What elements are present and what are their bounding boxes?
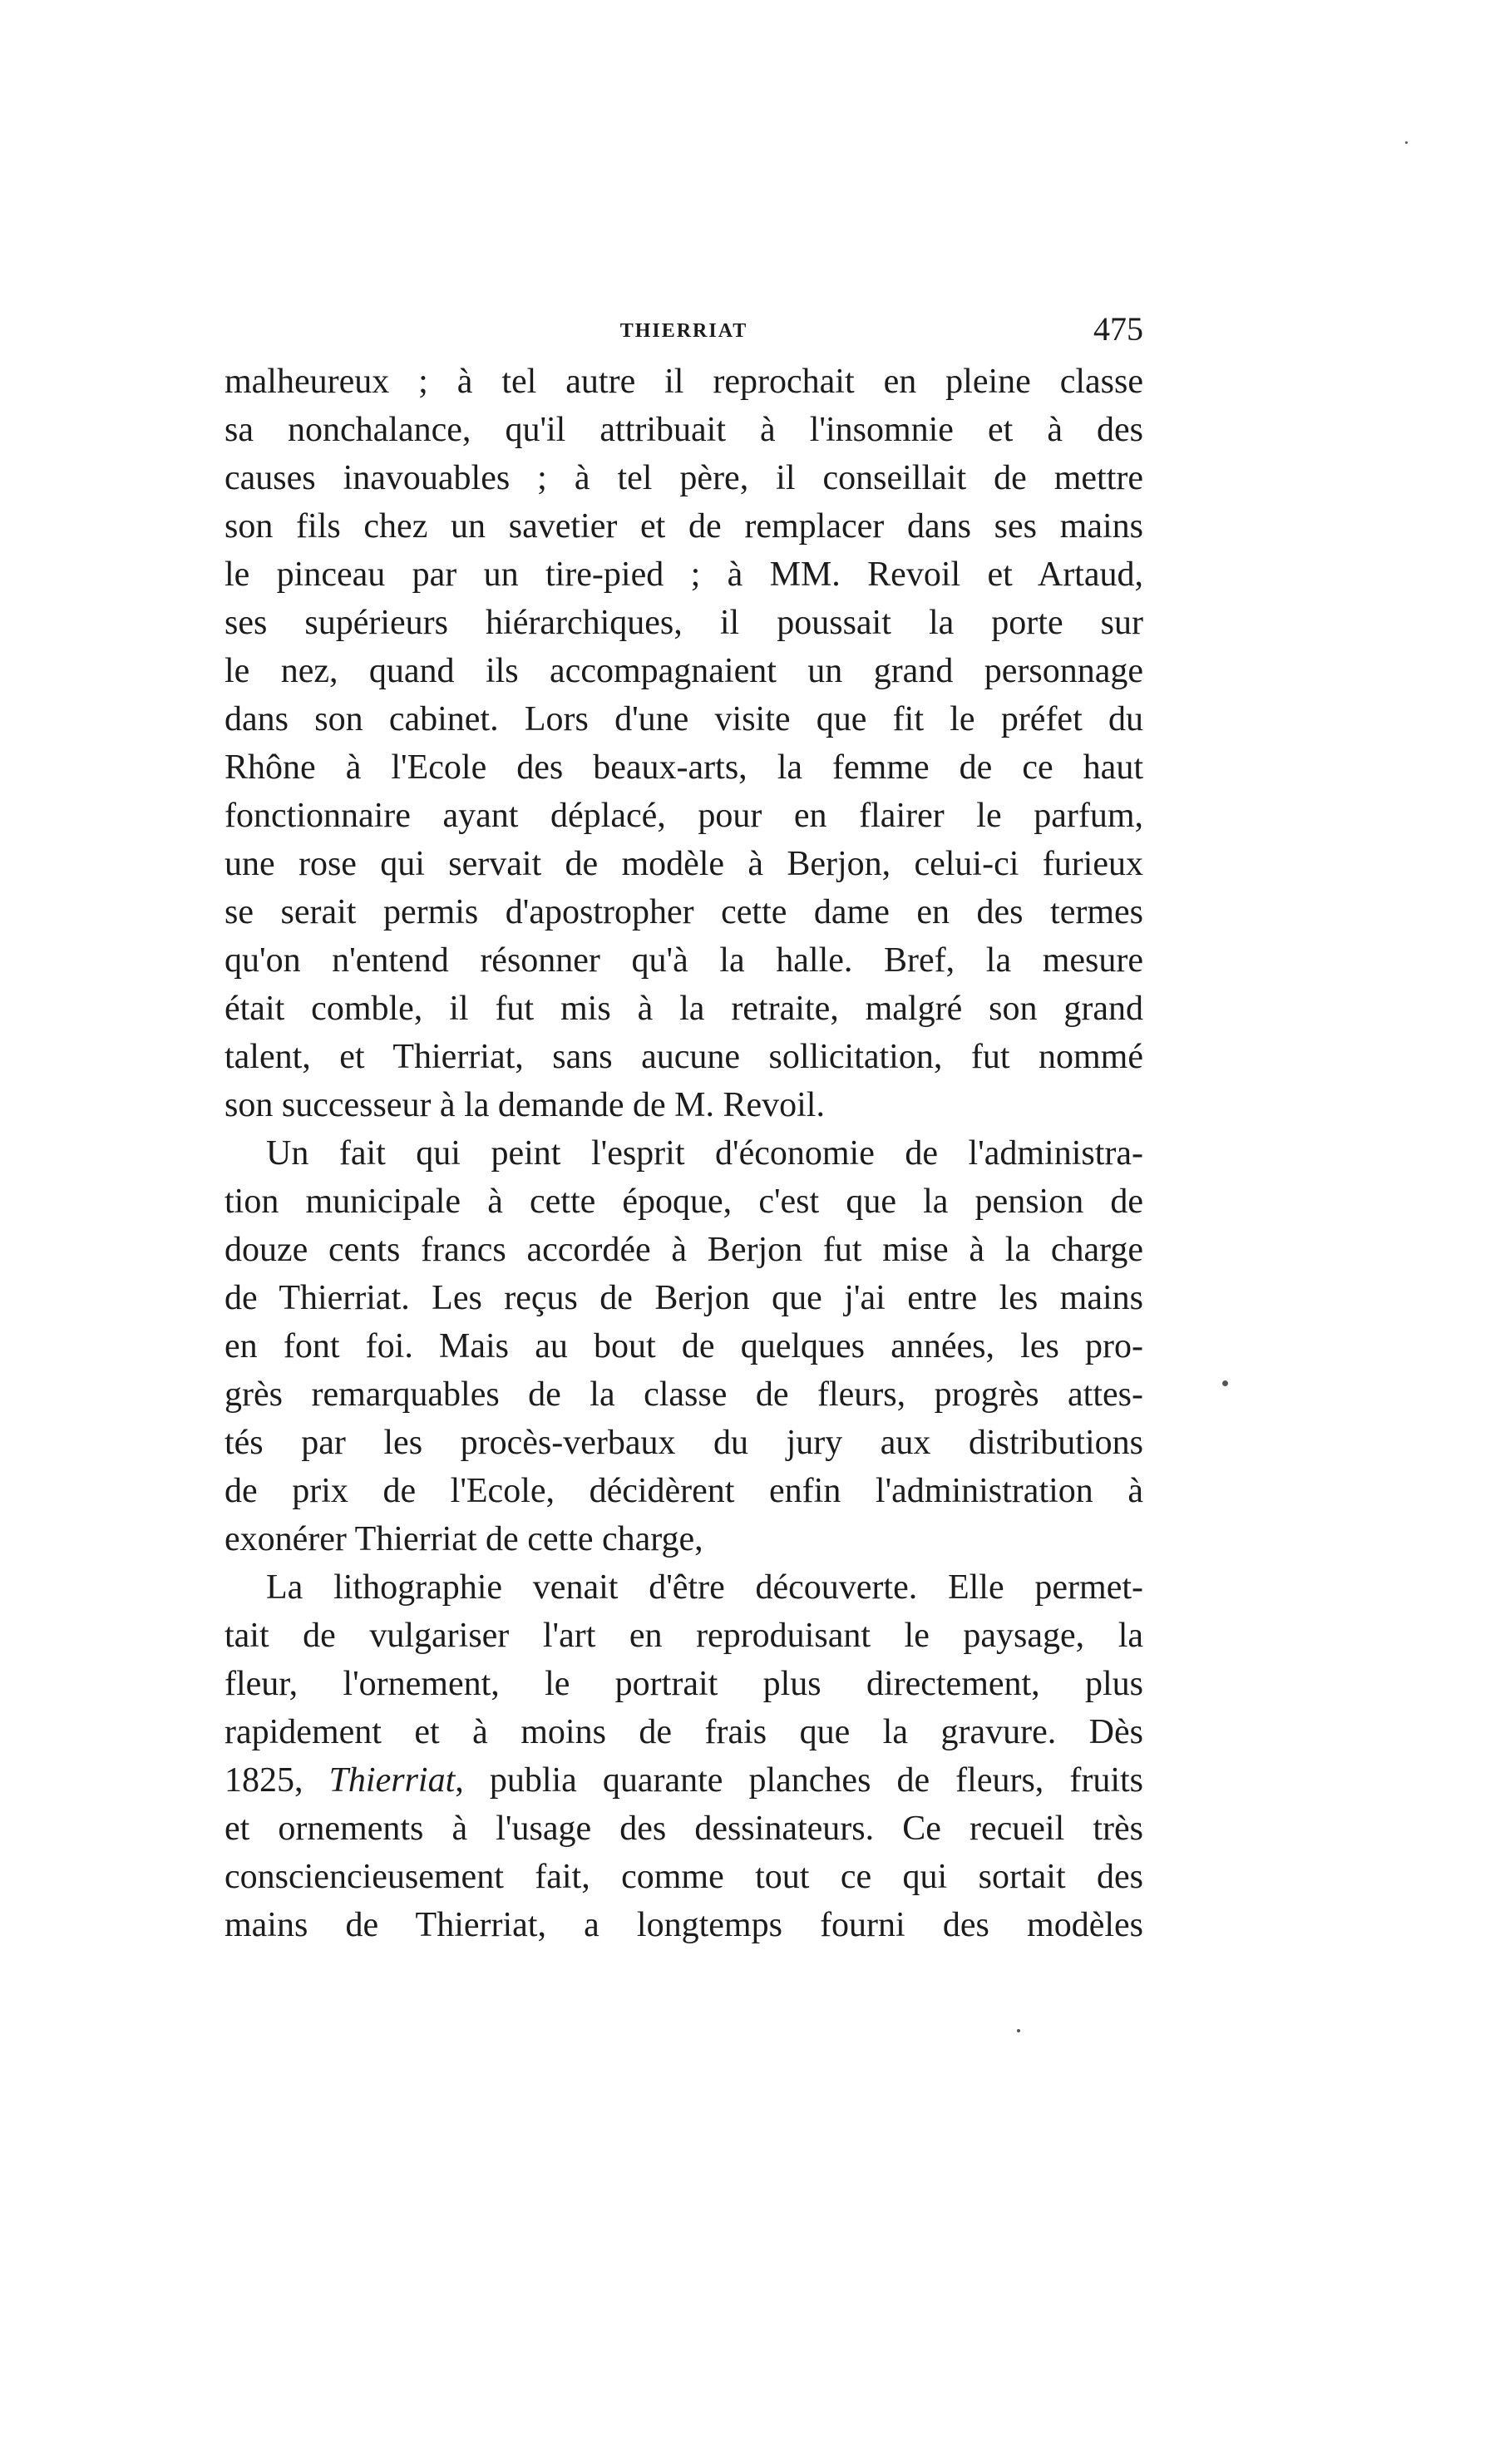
text-line: sa nonchalance, qu'il attribuait à l'insomnie et à des <box>224 411 1143 449</box>
text-line: tait de vulgariser l'art en reproduisant le paysage, la <box>224 1617 1143 1655</box>
text-line <box>224 1756 1143 1805</box>
text-line: et ornements à l'usage des dessinateurs. Ce recueil très <box>224 1810 1143 1848</box>
text-line: le pinceau par un tire-pied ; à MM. Revoil et Artaud, <box>224 556 1143 594</box>
text-line: La lithographie venait d'être découverte. Elle permet- <box>266 1568 1143 1607</box>
text-line: Rhône à l'Ecole des beaux-arts, la femme de ce haut <box>224 748 1143 787</box>
text-line: talent, et Thierriat, sans aucune sollicitation, fut nommé <box>224 1038 1143 1076</box>
text-line: en font foi. Mais au bout de quelques années, les pro- <box>224 1327 1143 1365</box>
text-line: se serait permis d'apostropher cette dame en des termes <box>224 893 1143 931</box>
scan-speck <box>1017 2029 1020 2032</box>
text-line: mains de Thierriat, a longtemps fourni des modèles <box>224 1906 1143 1944</box>
text-line: son fils chez un savetier et de remplacer dans ses mains <box>224 507 1143 546</box>
text-line: consciencieusement fait, comme tout ce qui sortait des <box>224 1858 1143 1896</box>
text-line: le nez, quand ils accompagnaient un grand personnage <box>224 652 1143 690</box>
text-line: tés par les procès-verbaux du jury aux distributions <box>224 1424 1143 1462</box>
running-title: THIERRIAT <box>619 320 748 342</box>
scan-speck <box>1222 1380 1228 1386</box>
text-line: de Thierriat. Les reçus de Berjon que j'ai entre les mains <box>224 1279 1143 1317</box>
text-line: son successeur à la demande de M. Revoil. <box>224 1086 825 1124</box>
text-line: malheureux ; à tel autre il reprochait en pleine classe <box>224 363 1143 401</box>
text-line: fonctionnaire ayant déplacé, pour en flairer le parfum, <box>224 797 1143 835</box>
text-line: rapidement et à moins de frais que la gravure. Dès <box>224 1713 1143 1751</box>
text-line: exonérer Thierriat de cette charge, <box>224 1520 703 1558</box>
text-line: qu'on n'entend résonner qu'à la halle. Bref, la mesure <box>224 941 1143 980</box>
text-line: une rose qui servait de modèle à Berjon, celui-ci furieux <box>224 845 1143 883</box>
text-line: causes inavouables ; à tel père, il conseillait de mettre <box>224 459 1143 497</box>
text-line: de prix de l'Ecole, décidèrent enfin l'administration à <box>224 1472 1143 1510</box>
text-line: tion municipale à cette époque, c'est que la pension de <box>224 1183 1143 1221</box>
italic-name: Thierriat <box>328 1761 456 1800</box>
text-line: grès remarquables de la classe de fleurs, progrès attes- <box>224 1375 1143 1414</box>
text-line: Un fait qui peint l'esprit d'économie de l'administra- <box>266 1134 1143 1173</box>
text-line: dans son cabinet. Lors d'une visite que fit le préfet du <box>224 700 1143 738</box>
text-line: était comble, il fut mis à la retraite, malgré son grand <box>224 990 1143 1028</box>
running-head <box>224 310 1143 348</box>
page-number: 475 <box>1093 310 1143 348</box>
scan-speck <box>1405 141 1408 144</box>
body-text <box>224 358 1143 1949</box>
text-line: douze cents francs accordée à Berjon fut mise à la charge <box>224 1231 1143 1269</box>
text-line: fleur, l'ornement, le portrait plus directement, plus <box>224 1665 1143 1703</box>
text-line: ses supérieurs hiérarchiques, il poussait la porte sur <box>224 604 1143 642</box>
text-fragment: , publia quarante planches de fleurs, fruits <box>455 1761 1143 1800</box>
text-fragment: 1825, <box>224 1761 329 1800</box>
